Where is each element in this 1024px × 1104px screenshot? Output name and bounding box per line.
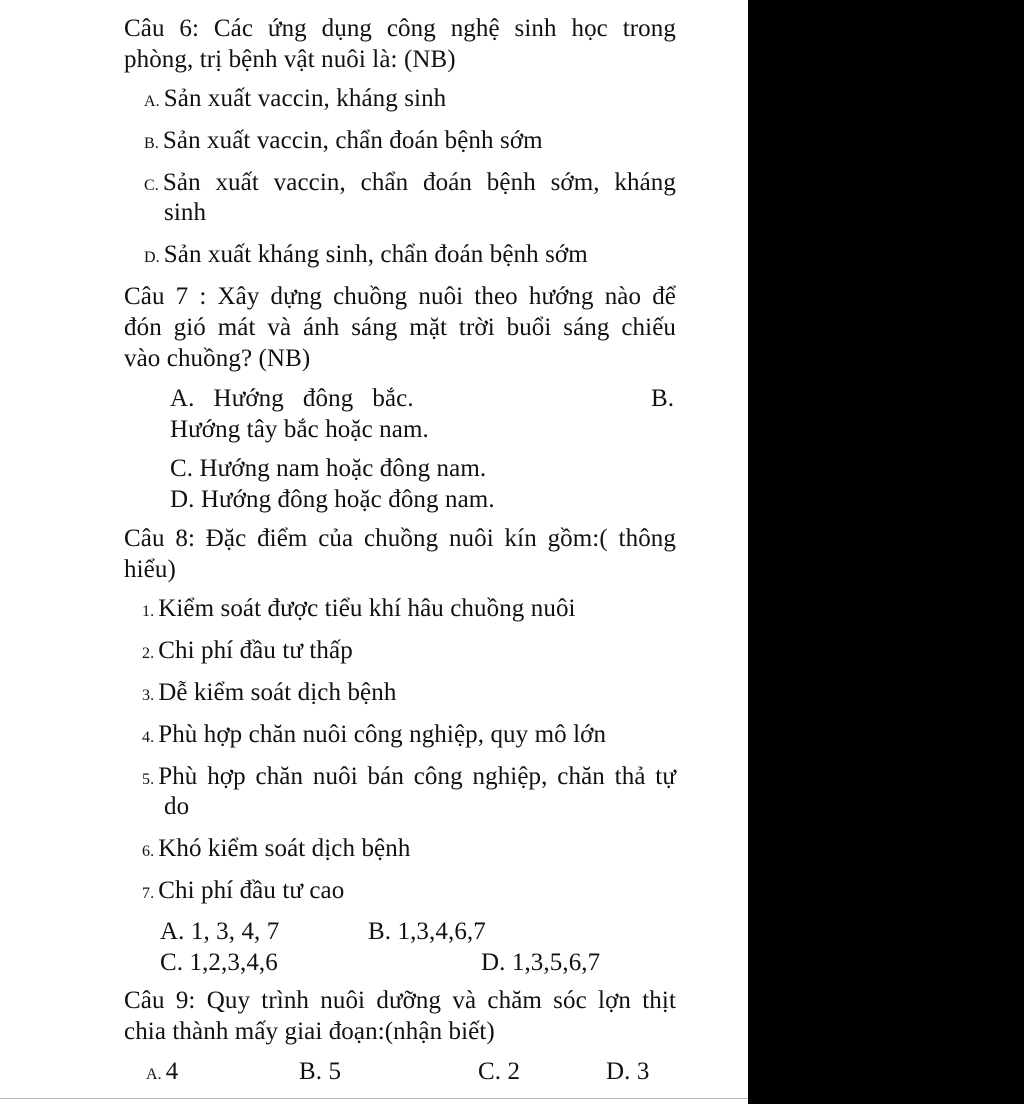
page-bottom-rule [0,1098,748,1099]
q7-stem-line-3: vào chuồng? (NB) [124,345,311,372]
q9-stem-line-1: Câu 9: Quy trình nuôi dưỡng và chăm sóc lợn thịt [124,987,676,1014]
item-text: Phù hợp chăn nuôi công nghiệp, quy mô lớn [158,721,607,748]
item-marker: 1. [142,603,155,620]
q8-item-5-continuation: do [164,793,190,820]
item-marker: 4. [142,729,155,746]
q8-answer-c: C. 1,2,3,4,6 [160,949,278,976]
q9-option-a [146,1057,178,1090]
q8-answer-b: B. 1,3,4,6,7 [368,918,486,945]
q6-option-b [144,126,543,159]
q8-item-6 [142,834,410,867]
q7-option-b-marker: B. [651,385,675,412]
option-marker: A. [144,93,160,110]
item-marker: 6. [142,843,155,860]
q7-option-a: A. Hướng đông bắc. [170,385,414,412]
q9-option-d: D. 3 [606,1058,650,1085]
q8-stem-line-2: hiểu) [124,556,176,583]
q8-item-7 [142,876,344,909]
q9-stem-line-2: chia thành mấy giai đoạn:(nhận biết) [124,1018,495,1045]
q7-option-d: D. Hướng đông hoặc đông nam. [170,486,495,513]
q7-option-c: C. Hướng nam hoặc đông nam. [170,455,487,482]
q9-option-b: B. 5 [299,1058,342,1085]
option-text: Sản xuất vaccin, chẩn đoán bệnh sớm [162,127,543,154]
item-marker: 2. [142,645,155,662]
q9-option-c: C. 2 [478,1058,521,1085]
item-text: Kiểm soát được tiểu khí hâu chuồng nuôi [158,595,576,622]
q7-stem-line-1: Câu 7 : Xây dựng chuồng nuôi theo hướng nào để [124,283,676,310]
q6-option-d [144,240,588,273]
item-text: Khó kiểm soát dịch bệnh [158,835,411,862]
option-text: Sản xuất vaccin, chẩn đoán bệnh sớm, kháng [162,169,676,196]
q8-item-3 [142,678,396,711]
q8-answer-d: D. 1,3,5,6,7 [481,949,601,976]
q8-item-4 [142,720,606,753]
q6-option-c-continuation: sinh [164,199,207,226]
q8-item-1 [142,594,576,627]
option-marker: C. [144,177,159,194]
q6-stem-line-2: phòng, trị bệnh vật nuôi là: (NB) [124,46,456,73]
item-text: Dễ kiểm soát dịch bệnh [158,679,397,706]
option-text: Sản xuất vaccin, kháng sinh [163,85,447,112]
q8-item-5 [142,762,676,795]
q6-option-a [144,84,446,117]
option-marker: B. [144,135,159,152]
q6-option-c [144,168,676,201]
q8-stem-line-1: Câu 8: Đặc điểm của chuồng nuôi kín gồm:( thông [124,525,676,552]
item-text: Phù hợp chăn nuôi bán công nghiệp, chăn thả tự [158,763,676,790]
option-marker: A. [146,1066,162,1083]
item-text: Chi phí đầu tư cao [158,877,345,904]
item-marker: 3. [142,687,155,704]
item-text: Chi phí đầu tư thấp [158,637,353,664]
item-marker: 7. [142,885,155,902]
option-marker: D. [144,249,160,266]
option-text: 4 [165,1058,179,1085]
q7-option-b: Hướng tây bắc hoặc nam. [170,416,429,443]
q7-stem-line-2: đón gió mát và ánh sáng mặt trời buổi sáng chiếu [124,314,676,341]
q6-stem-line-1: Câu 6: Các ứng dụng công nghệ sinh học trong [124,15,676,42]
item-marker: 5. [142,771,155,788]
q8-answer-a: A. 1, 3, 4, 7 [160,918,280,945]
q8-item-2 [142,636,353,669]
option-text: Sản xuất kháng sinh, chẩn đoán bệnh sớm [163,241,588,268]
